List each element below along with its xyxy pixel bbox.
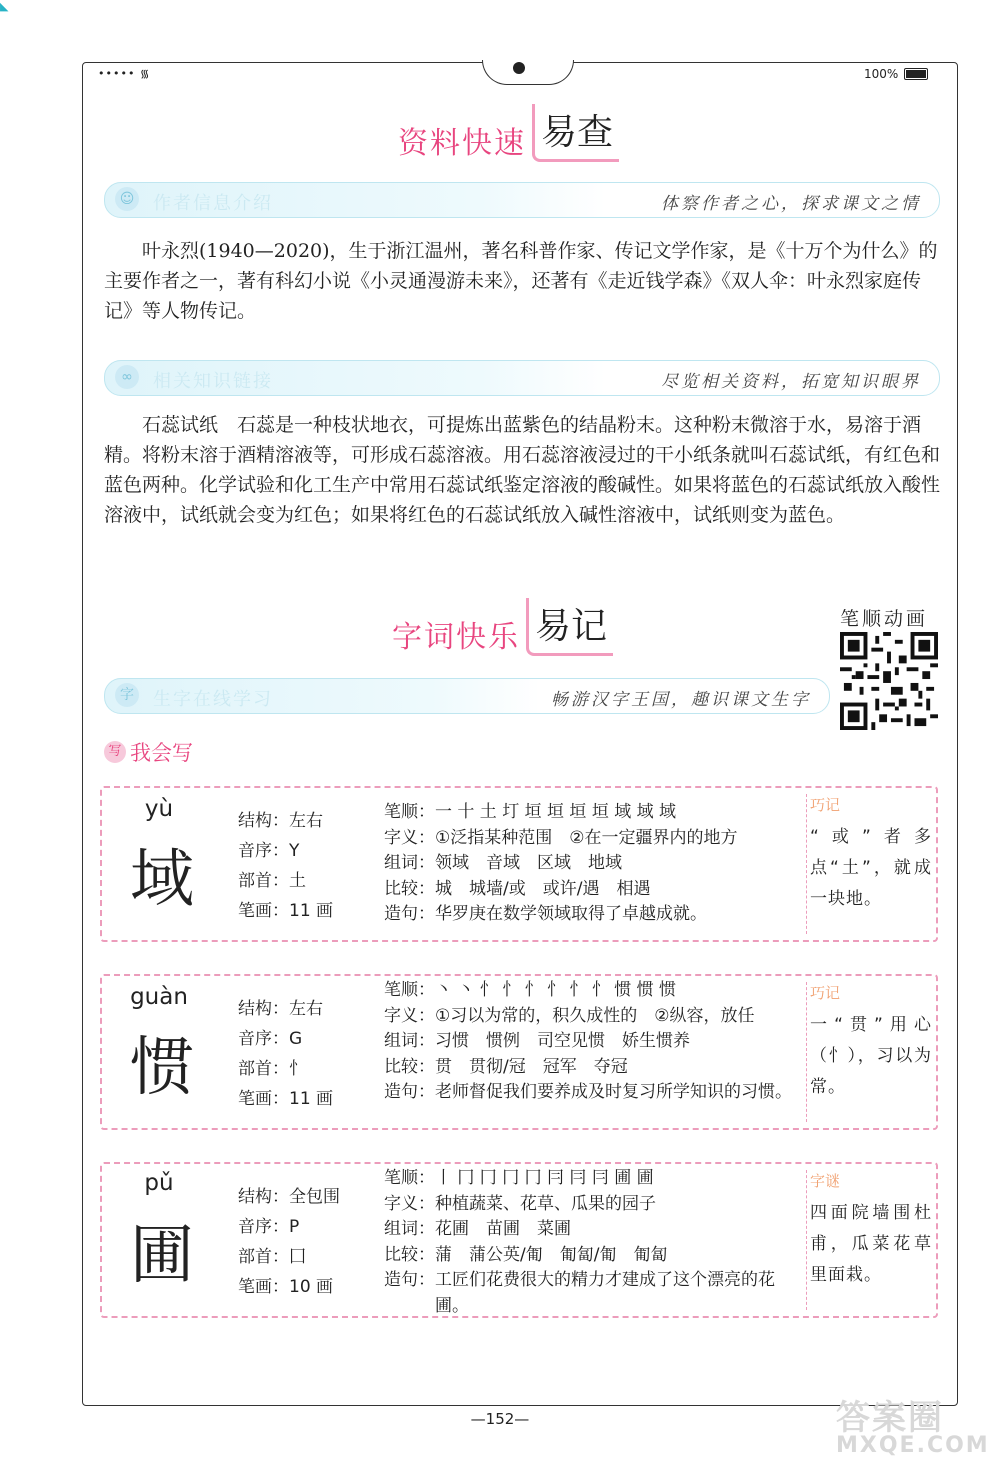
detail-value: 蒲 蒲公英/匍 匍匐/匍 匍匐: [435, 1244, 668, 1265]
section-title-dark: 易查: [532, 104, 619, 162]
detail-value: 华罗庚在数学领域取得了卓越成就。: [435, 904, 707, 924]
detail-key: 组词：: [384, 1219, 435, 1239]
watermark: [836, 1390, 990, 1458]
stroke-count: 笔画：11 画: [238, 901, 334, 921]
wifi-icon: ᯾: [139, 67, 151, 80]
tip-body: “或”者多点“土”，就成一块地。: [810, 827, 932, 909]
char-card-yu: [100, 786, 938, 942]
detail-value: 领域 音域 区域 地域: [435, 853, 622, 873]
char-info: [238, 1182, 340, 1302]
detail-key: 字义：: [384, 827, 435, 848]
author-paragraph: 叶永烈(1940—2020)，生于浙江温州，著名科普作家、传记文学作家，是《十万个为什么》的主要作者之一，著有科幻小说《小灵通漫游未来》，还著有《走近钱学森》《双人伞：叶永烈家庭传记》等人物传记。: [104, 240, 938, 322]
camera-dot-icon: [513, 62, 525, 74]
detail-key: 字义：: [384, 1005, 435, 1026]
qr-code[interactable]: [840, 632, 938, 730]
detail-value: 老师督促我们要养成及时复习所学知识的习惯。: [435, 1082, 792, 1102]
char-details: [384, 1166, 804, 1319]
band-slogan: 畅游汉字王国，趣识课文生字: [551, 690, 811, 710]
tip-divider: [806, 1170, 807, 1310]
detail-value: 丶 丶 忄 忄 忄 忄 忄 忄 惯 惯 惯: [435, 980, 677, 1000]
stroke-count: 笔画：10 画: [238, 1277, 334, 1297]
detail-key: 造句：: [384, 1270, 435, 1290]
tip-title: 巧记: [810, 796, 841, 814]
link-icon: ∞: [115, 365, 139, 389]
char-card-pu: [100, 1162, 938, 1318]
band-slogan: 尽览相关资料，拓宽知识眼界: [661, 372, 921, 392]
section-title-dark: 易记: [526, 598, 613, 656]
detail-value: ①泛指某种范围 ②在一定疆界内的地方: [435, 827, 738, 848]
detail-key: 比较：: [384, 1244, 435, 1265]
wohui-text: 我会写: [130, 741, 193, 765]
tip-body: 一“贯”用心（忄），习以为常。: [810, 1015, 932, 1097]
detail-key: 笔顺：: [384, 980, 435, 1000]
band-label: 相关知识链接: [153, 371, 273, 392]
detail-key: 组词：: [384, 1031, 435, 1051]
pinyin: guàn: [130, 984, 188, 1010]
hanzi: 惯: [130, 1031, 194, 1105]
char-details: [384, 800, 804, 928]
structure: 结构：左右: [238, 999, 323, 1019]
section-title-ziliao: [398, 104, 619, 162]
structure: 结构：左右: [238, 811, 323, 831]
hanzi: 域: [130, 843, 194, 917]
knowledge-paragraph: 石蕊试纸 石蕊是一种枝状地衣，可提炼出蓝紫色的结晶粉末。这种粉末微溶于水，易溶于酒精。将粉末溶于酒精溶液等，可形成石蕊溶液。用石蕊溶液浸过的干小纸条就叫石蕊试纸，有红色和蓝色两种。化学试验和化工生产中常用石蕊试纸鉴定溶液的酸碱性。如果将蓝色的石蕊试纸放入酸性溶液中，试纸就会变为红色；如果将红色的石蕊试纸放入碱性溶液中，试纸则变为蓝色。: [104, 414, 941, 526]
radical: 部首：囗: [238, 1247, 306, 1267]
detail-key: 笔顺：: [384, 802, 435, 822]
detail-key: 字义：: [384, 1193, 435, 1214]
pen-icon: 写: [104, 741, 126, 763]
battery-level: 100%: [864, 67, 899, 81]
section-title-zici: [392, 598, 613, 656]
band-author-info: [104, 182, 940, 218]
yinxu: 音序：G: [238, 1029, 303, 1049]
detail-value: 习惯 惯例 司空见惯 娇生惯养: [435, 1031, 690, 1051]
detail-value: 花圃 苗圃 菜圃: [435, 1219, 571, 1239]
detail-value: 种植蔬菜、花草、瓜果的园子: [435, 1193, 656, 1214]
detail-key: 造句：: [384, 1082, 435, 1102]
char-details: [384, 978, 804, 1106]
char-icon: 字: [115, 683, 139, 707]
detail-key: 组词：: [384, 853, 435, 873]
watermark-big: 答案圈: [836, 1398, 944, 1438]
char-info: [238, 994, 333, 1114]
detail-value: 贯 贯彻/冠 冠军 夺冠: [435, 1056, 628, 1077]
signal-dots: •••••: [98, 67, 140, 80]
char-card-guan: [100, 974, 938, 1130]
detail-key: 造句：: [384, 904, 435, 924]
tip-divider: [806, 982, 807, 1122]
section-title-pink: 字词快乐: [392, 620, 520, 655]
detail-value: ①习以为常的，积久成性的 ②纵容，放任: [435, 1005, 755, 1026]
person-icon: ☺: [115, 187, 139, 211]
band-label: 生字在线学习: [153, 689, 273, 710]
structure: 结构：全包围: [238, 1187, 340, 1207]
page-number: —152—: [470, 1410, 530, 1428]
tablet-notch: [482, 60, 574, 85]
wohui-heading: [104, 737, 193, 767]
yinxu: 音序：Y: [238, 841, 300, 861]
detail-value: 一 十 土 圢 垣 垣 垣 垣 域 域 域: [435, 802, 677, 822]
tip-title: 字谜: [810, 1172, 841, 1190]
band-label: 作者信息介绍: [153, 193, 273, 214]
radical: 部首：忄: [238, 1059, 306, 1079]
corner-mark: ◣: [0, 0, 9, 13]
tip-title: 巧记: [810, 984, 841, 1002]
battery-icon: [904, 68, 928, 80]
pinyin: pǔ: [144, 1170, 174, 1196]
detail-value: 丨 冂 冂 冂 冂 冃 冃 冃 圃 圃: [435, 1168, 654, 1188]
detail-key: 比较：: [384, 878, 435, 899]
pinyin: yù: [144, 796, 174, 822]
band-slogan: 体察作者之心，探求课文之情: [661, 194, 921, 214]
tip-body: 四面院墙围杜甫，瓜菜花草里面栽。: [810, 1203, 932, 1285]
section-title-pink: 资料快速: [398, 126, 526, 161]
detail-key: 笔顺：: [384, 1168, 435, 1188]
char-info: [238, 806, 333, 926]
watermark-small: MXQE.COM: [836, 1433, 990, 1458]
detail-value: 工匠们花费很大的精力才建成了这个漂亮的花圃。: [435, 1270, 775, 1316]
stroke-count: 笔画：11 画: [238, 1089, 334, 1109]
hanzi: 圃: [130, 1219, 194, 1293]
band-new-characters: [104, 678, 830, 714]
qr-label: 笔顺动画: [840, 608, 929, 630]
status-battery: [864, 67, 928, 81]
yinxu: 音序：P: [238, 1217, 300, 1237]
radical: 部首：土: [238, 871, 306, 891]
detail-value: 城 城墙/或 或许/遇 相遇: [435, 878, 651, 899]
band-related-knowledge: [104, 360, 940, 396]
status-signal: [98, 66, 150, 81]
tip-divider: [806, 794, 807, 934]
detail-key: 比较：: [384, 1056, 435, 1077]
